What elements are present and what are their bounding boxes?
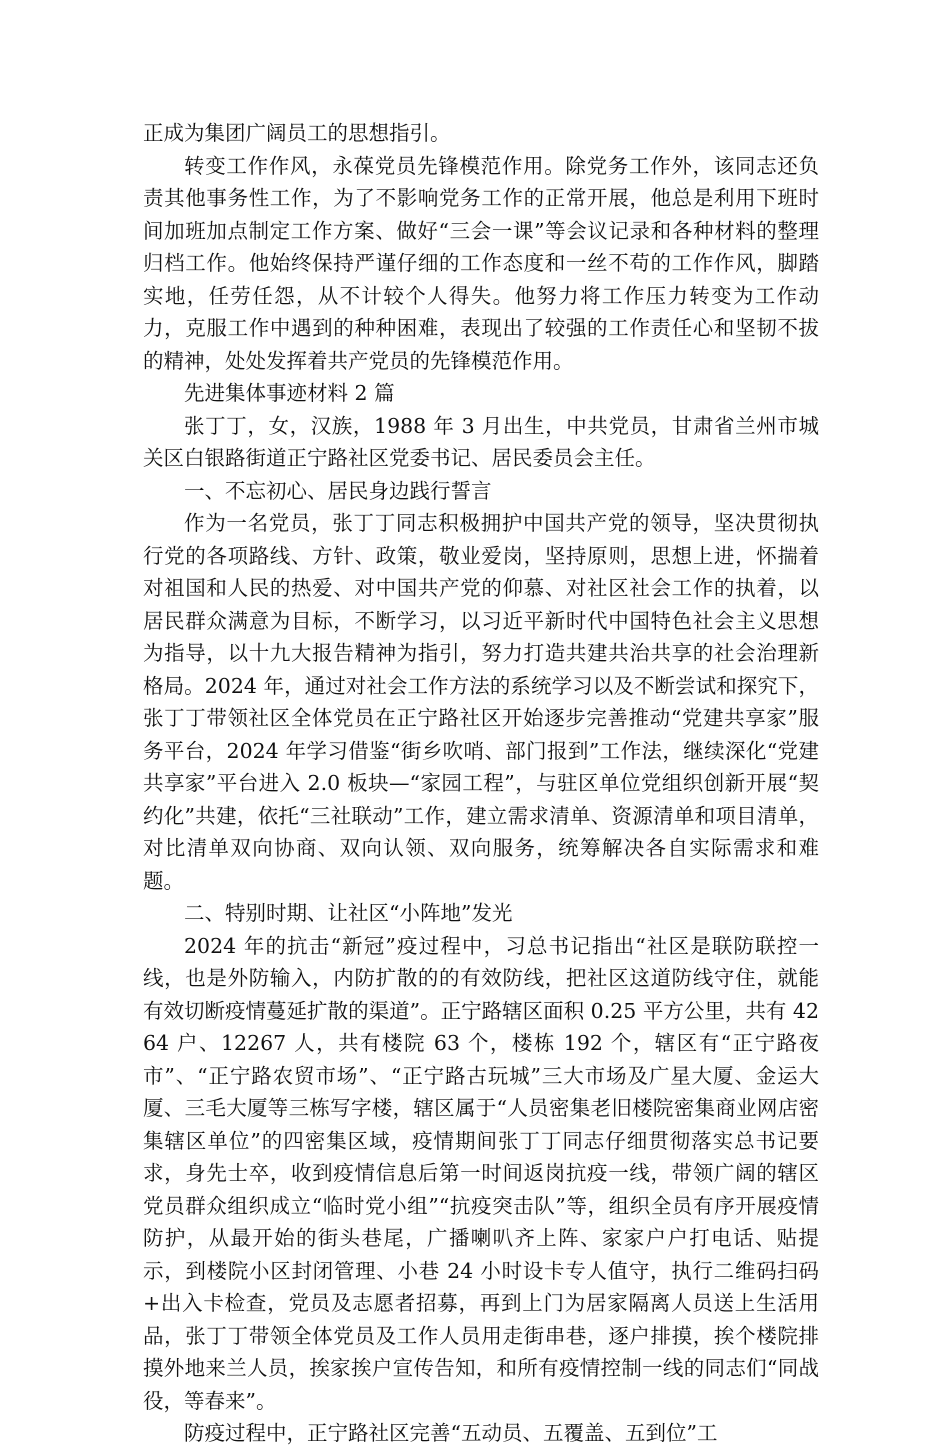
subheading-2: 二、特别时期、让社区“小阵地”发光: [184, 901, 513, 925]
document-body: [143, 117, 819, 1450]
body-paragraph-work-style: 转变工作作风，永葆党员先锋模范作用。除党务工作外，该同志还负责其他事务性工作，为了不影响党务工作的正常开展，他总是利用下班时间加班加点制定工作方案、做好“三会一课”等会议记录和各种材料的整理归档工作。他始终保持严谨仔细的工作态度和一丝不苟的工作作风，脚踏实地，任劳任怨，从不计较个人得失。他努力将工作压力转变为工作动力，克服工作中遇到的种种困难，表现出了较强的工作责任心和坚韧不拔的精神，处处发挥着共产党员的先锋模范作用。: [143, 153, 819, 373]
subheading-1: 一、不忘初心、居民身边践行誓言: [184, 478, 492, 503]
continuation-paragraph: 正成为集团广阔员工的思想指引。: [143, 121, 451, 145]
body-paragraph-profile: 张丁丁，女，汉族，1988 年 3 月出生，中共党员，甘肃省兰州市城关区白银路街道正宁路社区党委书记、居民委员会主任。: [143, 413, 819, 470]
section-title: 先进集体事迹材料 2 篇: [184, 381, 395, 405]
body-paragraph-party-member: 作为一名党员，张丁丁同志积极拥护中国共产党的领导，坚决贯彻执行党的各项路线、方针、政策，敬业爱岗，坚持原则，思想上进，怀揣着对祖国和人民的热爱、对中国共产党的仰慕、对社区社会工作的执着，以居民群众满意为目标，不断学习，以习近平新时代中国特色社会主义思想为指导，以十九大报告精神为指引，努力打造共建共治共享的社会治理新格局。2024 年，通过对社会工作方法的系统学习以及不断尝试和探究下，张丁丁带领社区全体党员在正宁路社区开始逐步完善推动“党建共享家”服务平台，2024 年学习借鉴“街乡吹哨、部门报到”工作法，继续深化“党建共享家”平台进入 2.0 板块—“家园工程”，与驻区单位党组织创新开展“契约化”共建，依托“三社联动”工作，建立需求清单、资源清单和项目清单，对比清单双向协商、双向认领、双向服务，统筹解决各自实际需求和难题。: [143, 511, 819, 893]
body-paragraph-epidemic: 2024 年的抗击“新冠”疫过程中，习总书记指出“社区是联防联控一线，也是外防输入，内防扩散的的有效防线，把社区这道防线守住，就能有效切断疫情蔓延扩散的渠道”。正宁路辖区面积 0.25 平方公里，共有 4264 户、12267 人，共有楼院 63 个，楼栋 192 个，辖区有“正宁路夜市”、“正宁路农贸市场”、“正宁路古玩城”三大市场及广星大厦、金运大厦、三毛大厦等三栋写字楼，辖区属于“人员密集老旧楼院密集商业网店密集辖区单位”的四密集区域，疫情期间张丁丁同志仔细贯彻落实总书记要求，身先士卒，收到疫情信息后第一时间返岗抗疫一线，带领广阔的辖区党员群众组织成立“临时党小组”“抗疫突击队”等，组织全员有序开展疫情防护，从最开始的街头巷尾，广播喇叭齐上阵、家家户户打电话、贴提示，到楼院小区封闭管理、小巷 24 小时设卡专人值守，执行二维码扫码+出入卡检查，党员及志愿者招募，再到上门为居家隔离人员送上生活用品，张丁丁带领全体党员及工作人员用走街串巷，逐户排摸，挨个楼院排摸外地来兰人员，挨家挨户宣传告知，和所有疫情控制一线的同志们“同战役，等春来”。: [143, 933, 819, 1413]
body-paragraph-prevention: 防疫过程中，正宁路社区完善“五动员、五覆盖、五到位”工: [184, 1421, 718, 1445]
